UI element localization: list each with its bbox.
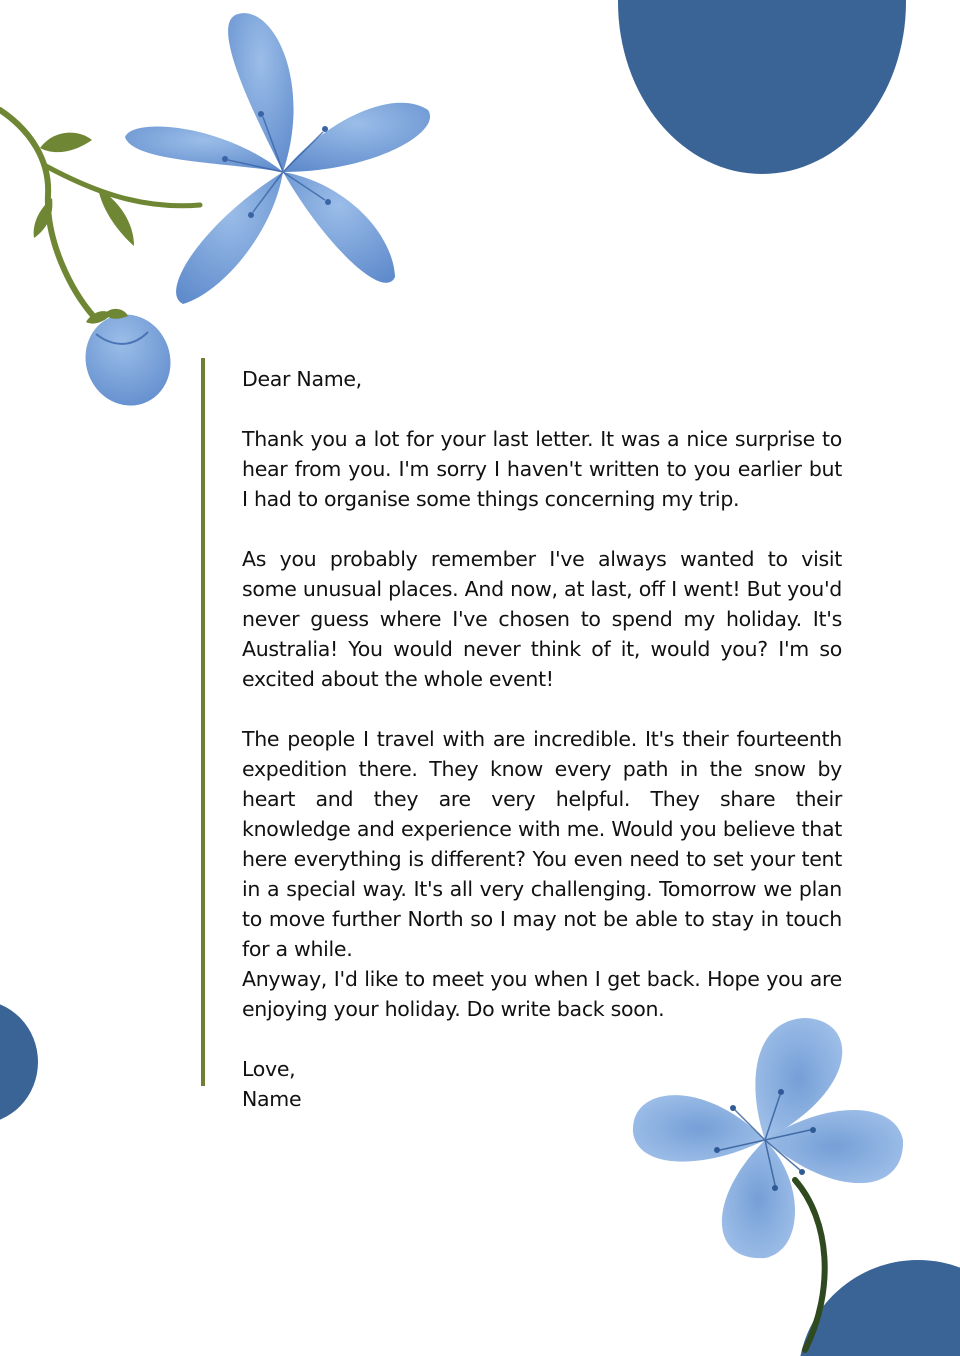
letter-body <box>242 364 842 1114</box>
letter-paragraph-4: Anyway, I'd like to meet you when I get back. Hope you are enjoying your holiday. Do write back soon. <box>242 967 842 1021</box>
flower-bud-icon <box>73 302 183 417</box>
letter-closing: Love, <box>242 1057 296 1081</box>
letter-greeting: Dear Name, <box>242 367 362 391</box>
letter-paragraph-1: Thank you a lot for your last letter. It was a nice surprise to hear from you. I'm sorry I haven't written to you earlier but I had to organise some things concerning my trip. <box>242 427 842 511</box>
bottom-stem-icon <box>795 1180 825 1350</box>
margin-rule <box>201 358 205 1086</box>
letter-signature: Name <box>242 1087 302 1111</box>
letter-paragraph-2: As you probably remember I've always wanted to visit some unusual places. And now, at last, off I went! But you'd never guess where I've chosen to spend my holiday. It's Australia! You would never think of it, would you? I'm so excited about the whole event! <box>242 547 842 691</box>
five-petal-flower-icon <box>125 13 430 304</box>
letter-paragraph-3: The people I travel with are incredible. It's their fourteenth expedition there. They know every path in the snow by heart and they are very helpful. They share their knowledge and experience with me. Would you believe that here everything is different? You even need to set your tent in a special way. It's all very challenging. Tomorrow we plan to move further North so I may not be able to stay in touch for a while. <box>242 727 842 961</box>
